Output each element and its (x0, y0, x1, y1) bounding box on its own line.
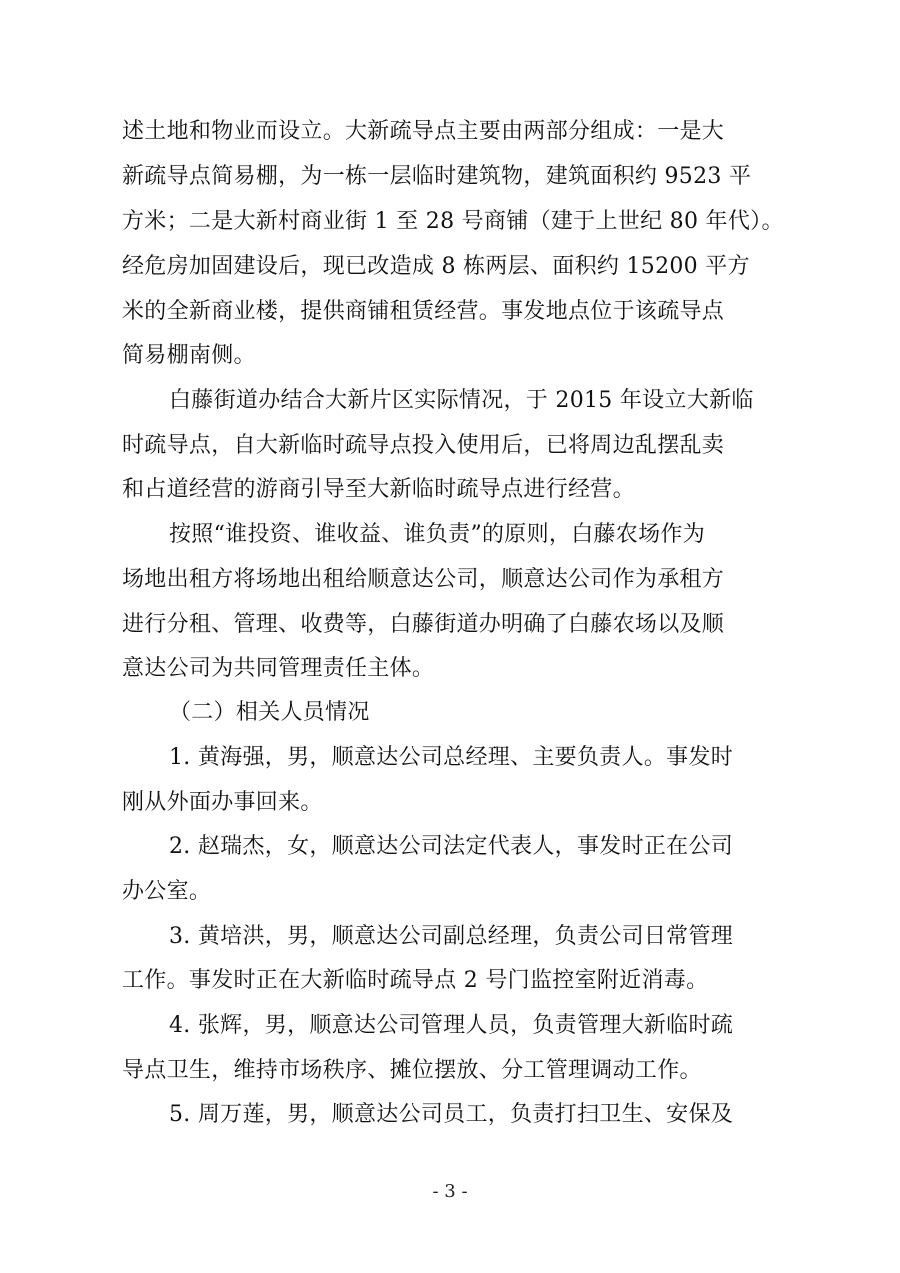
text-line: 办公室。 (122, 879, 212, 904)
text-line: 场地出租方将场地出租给顺意达公司，顺意达公司作为承租方 (122, 567, 725, 592)
section-heading: （二）相关人员情况 (169, 700, 370, 725)
text-line: 米的全新商业楼，提供商铺租赁经营。事发地点位于该疏导点 (122, 299, 725, 324)
text-line: 和占道经营的游商引导至大新临时疏导点进行经营。 (122, 477, 635, 502)
text-line: 方米；二是大新村商业街 1 至 28 号商铺（建于上世纪 80 年代）。 (122, 209, 784, 234)
list-item-start-line: 4. 张辉，男，顺意达公司管理人员，负责管理大新临时疏 (169, 1013, 734, 1038)
text-line: 工作。事发时正在大新临时疏导点 2 号门监控室附近消毒。 (122, 968, 709, 993)
text-line: 刚从外面办事回来。 (122, 790, 323, 815)
text-line: 进行分租、管理、收费等，白藤街道办明确了白藤农场以及顺 (122, 612, 725, 637)
page-number: - 3 - (432, 1181, 468, 1202)
text-line: 经危房加固建设后，现已改造成 8 栋两层、面积约 15200 平方 (122, 254, 750, 279)
list-item-start-line: 5. 周万莲，男，顺意达公司员工，负责打扫卫生、安保及 (169, 1102, 734, 1127)
text-line: 意达公司为共同管理责任主体。 (122, 656, 435, 681)
list-item-start-line: 3. 黄培洪，男，顺意达公司副总经理，负责公司日常管理 (169, 924, 734, 949)
text-line: 导点卫生，维持市场秩序、摊位摆放、分工管理调动工作。 (122, 1058, 702, 1083)
paragraph-start-line: 按照“谁投资、谁收益、谁负责”的原则，白藤农场作为 (169, 522, 705, 547)
text-line: 新疏导点简易棚，为一栋一层临时建筑物，建筑面积约 9523 平 (122, 164, 752, 189)
text-line: 简易棚南侧。 (122, 343, 256, 368)
text-line: 述土地和物业而设立。大新疏导点主要由两部分组成：一是大 (122, 119, 725, 144)
list-item-start-line: 1. 黄海强，男，顺意达公司总经理、主要负责人。事发时 (169, 745, 734, 770)
paragraph-start-line: 白藤街道办结合大新片区实际情况，于 2015 年设立大新临 (169, 388, 754, 413)
text-line: 时疏导点，自大新临时疏导点投入使用后，已将周边乱摆乱卖 (122, 433, 725, 458)
list-item-start-line: 2. 赵瑞杰，女，顺意达公司法定代表人，事发时正在公司 (169, 834, 734, 859)
